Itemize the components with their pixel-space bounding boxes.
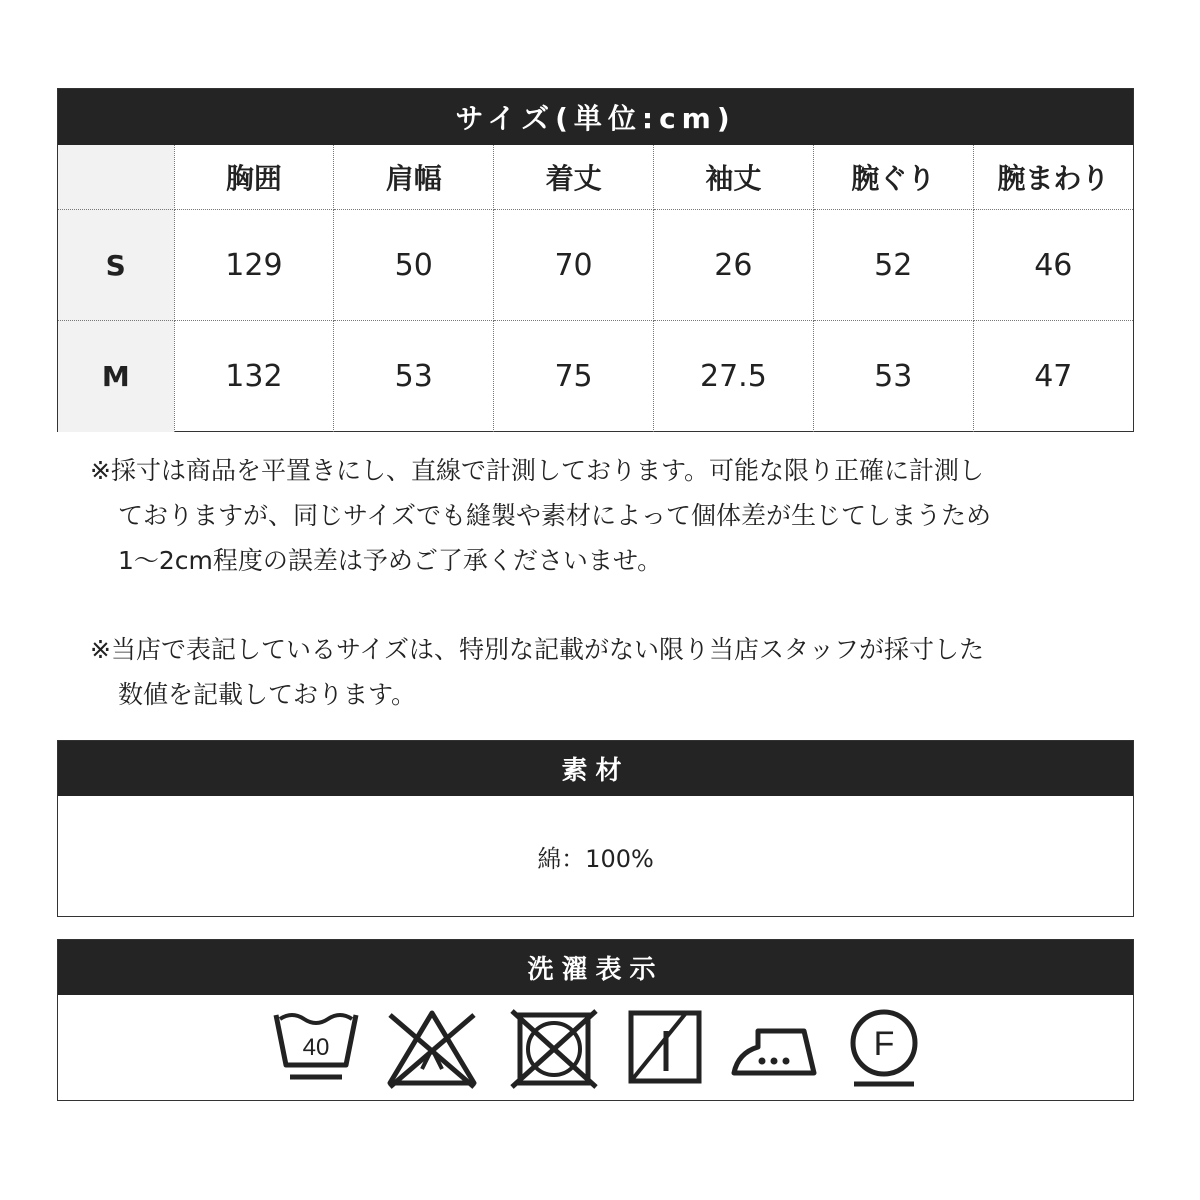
no-bleach-icon [384, 1007, 480, 1091]
table-cell: 53 [334, 321, 494, 432]
table-cell: 70 [494, 210, 654, 321]
note-line: 1～2cm程度の誤差は予めご了承くださいませ。 [118, 546, 663, 575]
column-header-chest: 胸囲 [174, 145, 334, 210]
table-cell: 75 [494, 321, 654, 432]
line-dry-icon [626, 1007, 706, 1087]
table-cell: 52 [813, 210, 973, 321]
table-cell: 132 [174, 321, 334, 432]
table-cell: 50 [334, 210, 494, 321]
column-header-armhole: 腕ぐり [813, 145, 973, 210]
size-table-title: サイズ(単位:cm) [58, 89, 1133, 145]
note-line: ※採寸は商品を平置きにし、直線で計測しております。可能な限り正確に計測し [90, 456, 984, 485]
measurement-note [90, 448, 1110, 583]
row-header-size: M [58, 321, 174, 432]
column-header-length: 着丈 [494, 145, 654, 210]
size-policy-note [90, 627, 1110, 717]
care-title: 洗濯表示 [58, 940, 1133, 995]
row-header-size: S [58, 210, 174, 321]
no-tumble-dry-icon [508, 1007, 600, 1091]
note-line: ておりますが、同じサイズでも縫製や素材によって個体差が生じてしまうため [118, 501, 992, 530]
column-header-sleeve: 袖丈 [653, 145, 813, 210]
table-cell: 26 [653, 210, 813, 321]
wash-40-icon [270, 1007, 362, 1085]
note-line: 数値を記載しております。 [118, 680, 417, 709]
table-cell: 129 [174, 210, 334, 321]
size-table-panel [57, 88, 1134, 432]
table-row [58, 321, 1133, 432]
column-header-arm-circumference: 腕まわり [973, 145, 1133, 210]
table-row [58, 210, 1133, 321]
table-cell: 27.5 [653, 321, 813, 432]
dry-clean-label: F [873, 1025, 895, 1063]
column-header-shoulder: 肩幅 [334, 145, 494, 210]
care-panel [57, 939, 1134, 1101]
material-panel [57, 740, 1134, 917]
wash-temp-label: 40 [302, 1034, 330, 1061]
dry-clean-f-icon [844, 1007, 924, 1091]
table-cell: 46 [973, 210, 1133, 321]
corner-cell [58, 145, 174, 210]
iron-medium-icon [728, 1007, 824, 1087]
table-cell: 47 [1034, 358, 1073, 394]
note-line: ※当店で表記しているサイズは、特別な記載がない限り当店スタッフが採寸した [90, 635, 984, 664]
material-value: 綿：100% [537, 844, 654, 873]
size-table [58, 145, 1133, 432]
table-cell: 53 [813, 321, 973, 432]
care-icons-row [58, 995, 1133, 1101]
material-title: 素材 [58, 741, 1133, 796]
